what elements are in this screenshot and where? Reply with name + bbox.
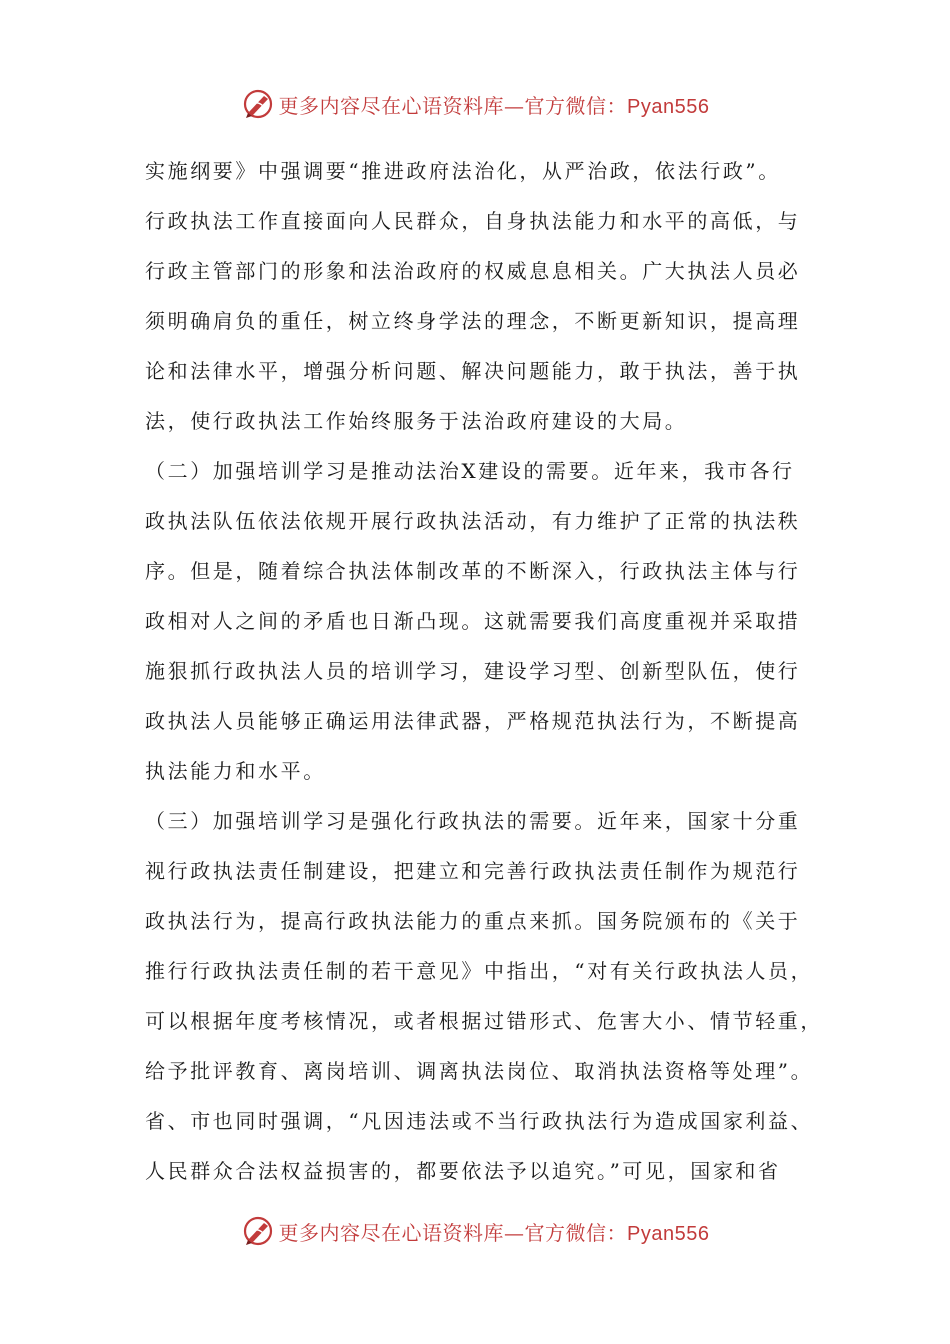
watermark-text: 更多内容尽在心语资料库—官方微信：Pyan556	[278, 93, 710, 118]
pen-logo-icon	[241, 87, 275, 121]
text-line: 政相对人之间的矛盾也日渐凸现。这就需要我们高度重视并采取措	[145, 609, 801, 633]
document-body	[145, 146, 825, 1196]
text-line: 实施纲要》中强调要“推进政府法治化，从严治政，依法行政”。	[145, 159, 781, 183]
text-line: 人民群众合法权益损害的，都要依法予以追究。”可见，国家和省	[145, 1159, 781, 1183]
pen-logo-icon	[241, 1214, 275, 1248]
text-line: 省、市也同时强调，“凡因违法或不当行政执法行为造成国家利益、	[145, 1109, 814, 1133]
text-line: 给予批评教育、离岗培训、调离执法岗位、取消执法资格等处理”。	[145, 1059, 814, 1083]
text-line: 论和法律水平，增强分析问题、解决问题能力，敢于执法，善于执	[145, 359, 801, 383]
text-line: 政执法人员能够正确运用法律武器，严格规范执法行为，不断提高	[145, 709, 801, 733]
text-line: 行政主管部门的形象和法治政府的权威息息相关。广大执法人员必	[145, 259, 801, 283]
text-line: （三）加强培训学习是强化行政执法的需要。近年来，国家十分重	[145, 809, 801, 833]
text-line: （二）加强培训学习是推动法治X建设的需要。近年来，我市各行	[145, 459, 795, 483]
text-line: 序。但是，随着综合执法体制改革的不断深入，行政执法主体与行	[145, 559, 801, 583]
text-line: 推行行政执法责任制的若干意见》中指出，“对有关行政执法人员，	[145, 959, 814, 983]
text-line: 视行政执法责任制建设，把建立和完善行政执法责任制作为规范行	[145, 859, 801, 883]
text-line: 可以根据年度考核情况，或者根据过错形式、危害大小、情节轻重，	[145, 1009, 823, 1033]
text-line: 政执法队伍依法依规开展行政执法活动，有力维护了正常的执法秩	[145, 509, 801, 533]
text-line: 施狠抓行政执法人员的培训学习，建设学习型、创新型队伍，使行	[145, 659, 801, 683]
text-line: 行政执法工作直接面向人民群众，自身执法能力和水平的高低，与	[145, 209, 801, 233]
text-line: 须明确肩负的重任，树立终身学法的理念，不断更新知识，提高理	[145, 309, 801, 333]
header-watermark	[0, 84, 950, 124]
text-line: 执法能力和水平。	[145, 759, 326, 783]
footer-watermark	[0, 1211, 950, 1251]
watermark-text: 更多内容尽在心语资料库—官方微信：Pyan556	[278, 1220, 710, 1245]
wechat-id: Pyan556	[627, 95, 710, 118]
text-line: 法，使行政执法工作始终服务于法治政府建设的大局。	[145, 409, 688, 433]
wechat-id: Pyan556	[627, 1222, 710, 1245]
text-line: 政执法行为，提高行政执法能力的重点来抓。国务院颁布的《关于	[145, 909, 801, 933]
